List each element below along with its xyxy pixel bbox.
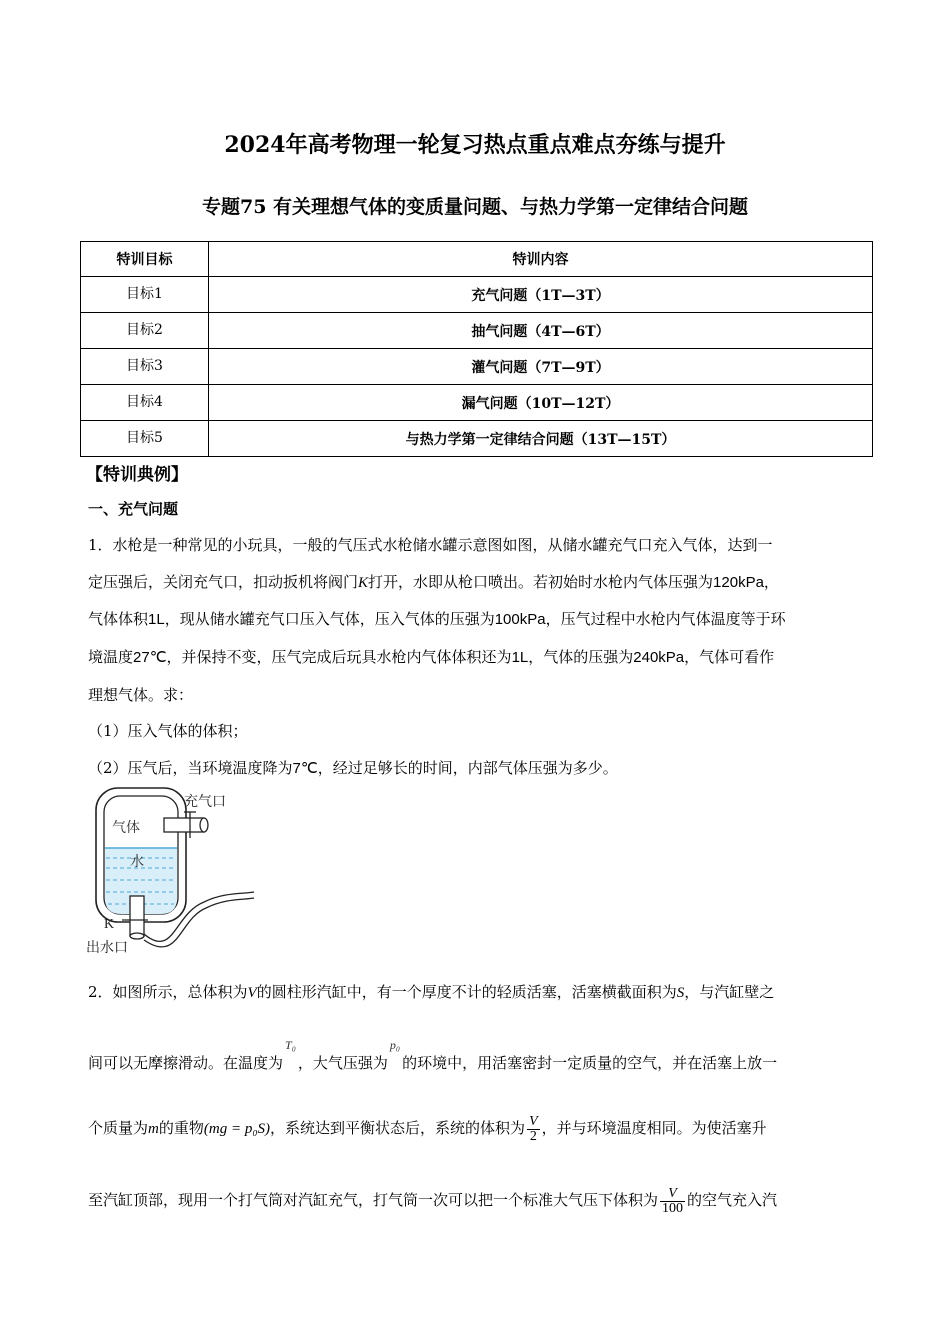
goal-cell: 目标4: [81, 385, 209, 421]
q2-line-1: [88, 981, 774, 1002]
valve-label: K: [104, 917, 115, 932]
q1-value: 7℃: [292, 760, 318, 777]
table-row: [81, 313, 873, 349]
pressure-symbol: p₀: [389, 1038, 401, 1052]
q2-text: 的环境中，用活塞密封一定质量的空气，并在活塞上放一: [402, 1054, 778, 1072]
q1-text: ，: [763, 573, 779, 591]
q1-value: 240kPa: [633, 649, 685, 666]
content-cell: 抽气问题（4T—6T）: [209, 313, 873, 349]
volume-symbol: V: [247, 985, 257, 1001]
fraction-v-over-100: [660, 1187, 685, 1216]
q1-line-4: [88, 646, 774, 667]
content-cell: 充气问题（1T—3T）: [209, 277, 873, 313]
fraction-numerator: V: [529, 1113, 538, 1129]
q1-sub-2: [88, 757, 618, 778]
q1-text: ，气体可看作: [684, 648, 775, 666]
q2-line-3: [88, 1110, 767, 1147]
temperature-symbol: T₀: [285, 1038, 296, 1052]
q2-text: 至汽缸顶部，现用一个打气筒对汽缸充气，打气筒一次可以把一个标准大气压下体积为: [88, 1191, 659, 1209]
inlet-label: 充气口: [184, 794, 226, 810]
q1-text: 气体体积: [88, 610, 149, 628]
fraction-numerator: V: [660, 1187, 685, 1202]
outlet-label: 出水口: [86, 940, 128, 956]
table-header-row: [81, 242, 873, 277]
q1-value: 100kPa: [494, 611, 546, 628]
fraction-denominator: 2: [529, 1128, 537, 1144]
q2-text: ，大气压强为: [297, 1054, 388, 1072]
content-cell: 与热力学第一定律结合问题（13T—15T）: [209, 421, 873, 457]
area-symbol: S: [676, 985, 685, 1001]
q1-line-5: 理想气体。求：: [88, 686, 194, 704]
q2-text: ，系统达到平衡状态后，系统的体积为: [270, 1119, 526, 1137]
gas-label: 气体: [112, 820, 140, 836]
water-label: 水: [130, 854, 144, 870]
content-cell: 漏气问题（10T—12T）: [209, 385, 873, 421]
q1-line-1: 1．水枪是一种常见的小玩具，一般的气压式水枪储水罐示意图如图，从储水罐充气口充入气体，达到一: [88, 536, 773, 554]
q2-text: 个质量为: [88, 1119, 149, 1137]
part1-heading: 一、充气问题: [88, 500, 179, 518]
q1-value: 120kPa: [713, 574, 764, 591]
table-row: [81, 349, 873, 385]
q1-text: 境温度: [88, 648, 134, 666]
q1-value: 1L: [148, 611, 165, 628]
q1-text: 打开，水即从枪口喷出。若初始时水枪内气体压强为: [368, 573, 714, 591]
q2-line-4: [88, 1182, 777, 1218]
valve-symbol: K: [358, 575, 369, 591]
table-header-goal: 特训目标: [81, 242, 209, 277]
q2-text: 间可以无摩擦滑动。在温度为: [88, 1054, 284, 1072]
q2-text: 的圆柱形汽缸中，有一个厚度不计的轻质活塞，活塞横截面积为: [256, 983, 677, 1001]
fraction-v-over-2: [527, 1115, 540, 1144]
table-row: [81, 277, 873, 313]
q2-text: 2．如图所示，总体积为: [88, 983, 248, 1001]
document-title: 2024年高考物理一轮复习热点重点难点夯练与提升: [224, 132, 726, 158]
goal-cell: 目标3: [81, 349, 209, 385]
q1-text: ，经过足够长的时间，内部气体压强为多少。: [317, 759, 618, 777]
q2-text: ，并与环境温度相同。为使活塞升: [541, 1119, 767, 1137]
q1-text: ，气体的压强为: [528, 648, 634, 666]
q1-text: 定压强后，关闭充气口，扣动扳机将阀门: [88, 573, 359, 591]
q2-line-2: [88, 1038, 778, 1073]
q2-text: ，与汽缸壁之: [684, 983, 775, 1001]
q2-text: 的重物: [158, 1119, 204, 1137]
q1-line-2: [88, 571, 779, 592]
water-gun-figure: [84, 784, 264, 962]
q1-sub-1: （1）压入气体的体积；: [88, 722, 248, 740]
fraction-denominator: 100: [662, 1200, 684, 1216]
q1-text: ，并保持不变，压气完成后玩具水枪内气体体积还为: [166, 648, 512, 666]
table-header-content: 特训内容: [209, 242, 873, 277]
goal-cell: 目标2: [81, 313, 209, 349]
goal-cell: 目标1: [81, 277, 209, 313]
q1-text: ，现从储水罐充气口压入气体，压入气体的压强为: [164, 610, 495, 628]
goal-cell: 目标5: [81, 421, 209, 457]
table-row: [81, 385, 873, 421]
q1-value: 1L: [511, 649, 529, 666]
q1-text: ，压气过程中水枪内气体温度等于环: [545, 610, 786, 628]
table-row: [81, 421, 873, 457]
equation: (mg = p₀S): [203, 1121, 271, 1137]
content-cell: 灌气问题（7T—9T）: [209, 349, 873, 385]
mass-symbol: m: [148, 1121, 159, 1137]
q1-line-3: [88, 608, 786, 629]
goals-table: [80, 241, 873, 457]
q1-text: （2）压气后，当环境温度降为: [88, 759, 293, 777]
q1-value: 27℃: [133, 649, 167, 666]
examples-heading: 【特训典例】: [86, 465, 188, 485]
q2-text: 的空气充入汽: [687, 1191, 778, 1209]
document-subtitle: 专题75 有关理想气体的变质量问题、与热力学第一定律结合问题: [201, 196, 749, 218]
